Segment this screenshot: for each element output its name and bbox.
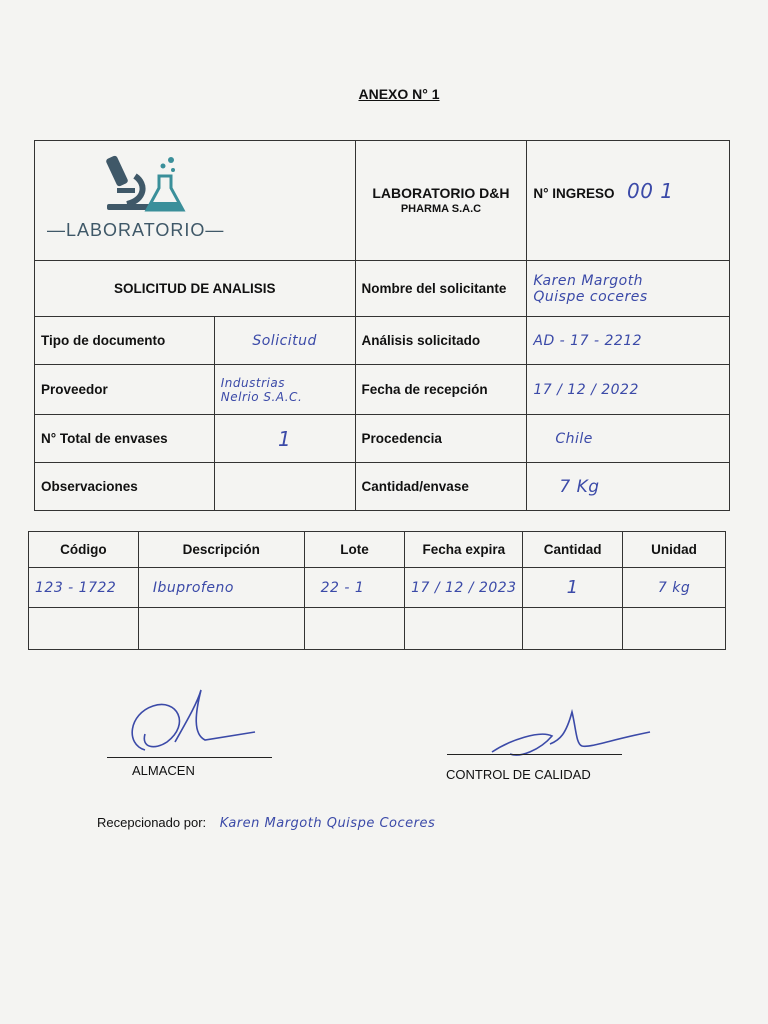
calidad-signature [480,700,660,770]
page-title: ANEXO N° 1 [358,86,440,102]
tipo-value: Solicitud [214,317,355,365]
fecha-recepcion-label: Fecha de recepción [355,365,527,415]
solicitud-title: SOLICITUD DE ANALISIS [35,261,356,317]
recepcionado-row [97,815,435,831]
cell-unidad: 7 kg [623,568,726,608]
cell-cantidad [523,608,623,650]
ingreso-label: N° INGRESO [533,186,615,201]
cantidad-envase-label: Cantidad/envase [355,463,527,511]
cell-fecha-expira: 17 / 12 / 2023 [405,568,523,608]
cell-fecha-expira [405,608,523,650]
proveedor-value-line1: Industrias [220,375,285,390]
lab-name-cell [355,141,527,261]
header-form-table [34,140,730,511]
lab-name: LABORATORIO D&H [372,184,510,201]
tipo-label: Tipo de documento [35,317,215,365]
header-codigo: Código [29,532,139,568]
lab-logo [35,142,355,260]
recepcionado-label: Recepcionado por: [97,815,207,830]
header-lote: Lote [304,532,405,568]
lab-company: PHARMA S.A.C [400,202,482,215]
calidad-signature-line [447,754,622,755]
items-header-row [29,532,726,568]
nombre-value-line2: Quispe coceres [533,288,648,305]
header-cantidad: Cantidad [523,532,623,568]
almacen-signature [105,684,285,764]
calidad-label: CONTROL DE CALIDAD [446,767,591,782]
envases-value: 1 [214,415,355,463]
table-row [29,568,726,608]
proveedor-cell [214,365,355,415]
logo-cell [35,141,356,261]
cell-cantidad: 1 [523,568,623,608]
cantidad-envase-value: 7 Kg [527,463,730,511]
proveedor-label: Proveedor [35,365,215,415]
observaciones-label: Observaciones [35,463,215,511]
almacen-signature-line [107,757,272,758]
logo-text: —LABORATORIO— [47,219,225,240]
nombre-value-line1: Karen Margoth [533,272,644,289]
table-row [29,608,726,650]
ingreso-value: 00 1 [627,179,674,203]
observaciones-value [214,463,355,511]
envases-label: N° Total de envases [35,415,215,463]
procedencia-value: Chile [527,415,730,463]
header-fecha-expira: Fecha expira [405,532,523,568]
analisis-value: AD - 17 - 2212 [527,317,730,365]
flask-icon [143,156,187,216]
nombre-label: Nombre del solicitante [355,261,527,317]
cell-codigo [29,608,139,650]
almacen-label: ALMACEN [132,763,195,778]
cell-codigo: 123 - 1722 [29,568,139,608]
nombre-cell [527,261,730,317]
cell-lote [304,608,405,650]
procedencia-label: Procedencia [355,415,527,463]
cell-unidad [623,608,726,650]
cell-lote: 22 - 1 [304,568,405,608]
analisis-label: Análisis solicitado [355,317,527,365]
ingreso-cell [527,141,730,261]
header-descripcion: Descripción [138,532,304,568]
cell-descripcion [138,608,304,650]
fecha-recepcion-value: 17 / 12 / 2022 [527,365,730,415]
header-unidad: Unidad [623,532,726,568]
proveedor-value-line2: Nelrio S.A.C. [220,389,303,404]
cell-descripcion: Ibuprofeno [138,568,304,608]
recepcionado-value: Karen Margoth Quispe Coceres [219,816,436,831]
items-table [28,531,726,650]
